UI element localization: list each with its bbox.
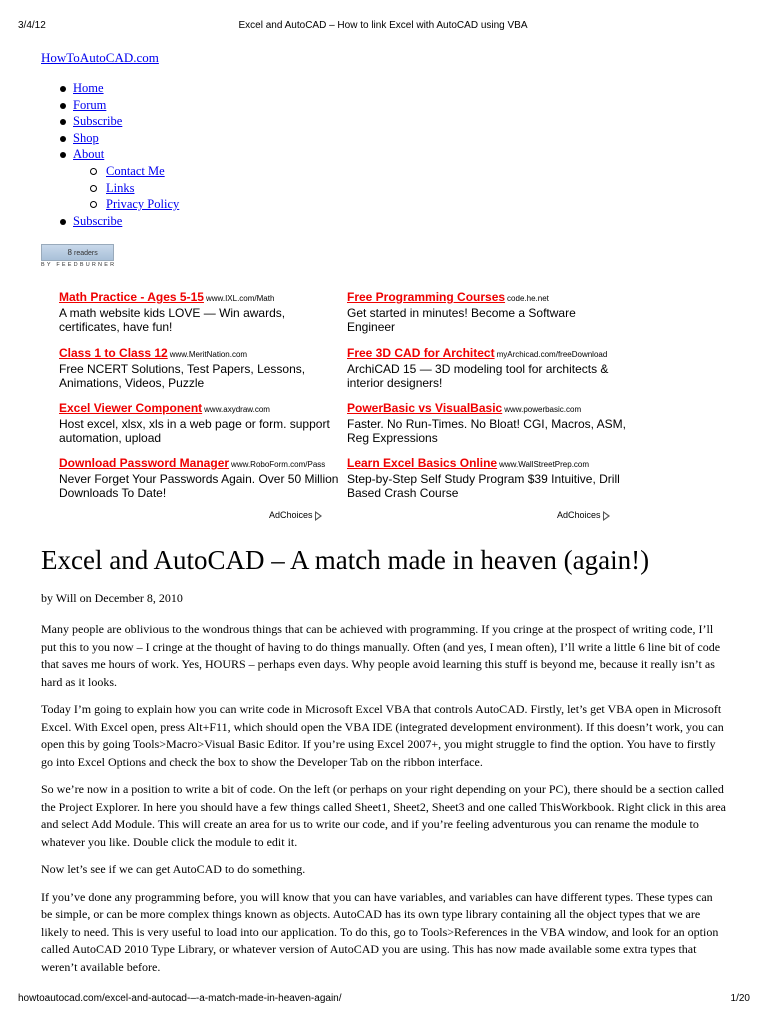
nav-link-about[interactable]: About	[73, 147, 105, 162]
ad-url[interactable]: www.MeritNation.com	[169, 350, 248, 359]
nav-link-forum[interactable]: Forum	[73, 97, 107, 112]
adchoices-left[interactable]	[269, 510, 322, 521]
ad-left-4[interactable]	[59, 456, 339, 500]
ad-right-2[interactable]	[347, 346, 627, 390]
ad-desc: A math website kids LOVE — Win awards, certificates, have fun!	[59, 306, 286, 334]
ad-desc: Step-by-Step Self Study Program $39 Intuitive, Drill Based Crash Course	[347, 472, 620, 500]
nav-link-subscribe-2[interactable]: Subscribe	[73, 213, 123, 228]
bullet-icon	[60, 86, 66, 92]
nav-link-shop[interactable]: Shop	[73, 130, 99, 145]
adchoices-icon	[603, 511, 610, 521]
nav-item-about	[41, 146, 179, 163]
ad-url[interactable]: code.he.net	[507, 294, 549, 303]
nav-item-subscribe-2	[41, 213, 179, 230]
nav-item-home	[41, 80, 179, 97]
ad-block	[59, 290, 634, 530]
article-paragraph: So we’re now in a position to write a bit of code. On the left (or perhaps on your right depending on your PC), there should be a section called the Project Explorer. In here you should have a few things called Sheet1, Sheet2, Sheet3 and one called ThisWorkbook. Right click in this area and select Add Module. This will create an area for us to write our code, and if you’re feeling adventurous you can rename the module to whatever you like. Double click the module to edit it.	[41, 782, 726, 849]
print-page-title: Excel and AutoCAD – How to link Excel with AutoCAD using VBA	[238, 20, 528, 31]
nav-link-subscribe[interactable]: Subscribe	[73, 114, 123, 129]
site-home-link[interactable]: HowToAutoCAD.com	[41, 50, 159, 65]
main-nav	[41, 80, 179, 229]
circle-bullet-icon	[90, 185, 97, 192]
ad-desc: Host excel, xlsx, xls in a web page or form. support automation, upload	[59, 417, 330, 445]
bullet-icon	[60, 152, 66, 158]
adchoices-label: AdChoices	[269, 510, 313, 520]
nav-item-shop	[41, 130, 179, 147]
feed-by-label: BY FEEDBURNER	[41, 262, 117, 268]
nav-link-privacy-policy[interactable]: Privacy Policy	[106, 197, 180, 212]
adchoices-icon	[315, 511, 322, 521]
bullet-icon	[60, 119, 66, 125]
ad-left-1[interactable]	[59, 290, 339, 334]
ad-title[interactable]: Download Password Manager	[59, 456, 230, 470]
nav-item-subscribe	[41, 113, 179, 130]
feed-label: readers	[74, 250, 98, 257]
nav-subitem-contact	[41, 163, 179, 180]
adchoices-label: AdChoices	[557, 510, 601, 520]
ad-desc: Get started in minutes! Become a Software Engineer	[347, 306, 576, 334]
print-url: howtoautocad.com/excel-and-autocad-–-a-match-made-in-heaven-again/	[18, 993, 342, 1004]
ad-title[interactable]: Learn Excel Basics Online	[347, 456, 498, 470]
feed-reader-count: 8	[67, 248, 72, 257]
ad-url[interactable]: www.IXL.com/Math	[205, 294, 275, 303]
ad-right-4[interactable]	[347, 456, 627, 500]
ad-title[interactable]: Free 3D CAD for Architect	[347, 346, 495, 360]
feedburner-badge[interactable]	[41, 244, 116, 268]
ad-desc: Faster. No Run-Times. No Bloat! CGI, Macros, ASM, Reg Expressions	[347, 417, 626, 445]
article-byline: by Will on December 8, 2010	[41, 591, 183, 605]
article-paragraph: Now let’s see if we can get AutoCAD to do something.	[41, 862, 306, 876]
nav-link-home[interactable]: Home	[73, 81, 104, 95]
article-paragraph: Today I’m going to explain how you can write code in Microsoft Excel VBA that controls AutoCAD. Firstly, let’s get VBA open in Microsoft Excel. With Excel open, press Alt+F11, which should open the VBA IDE (integrated development environment). If this doesn’t work, you can open this by going Tools>Macro>Visual Basic Editor. If you’re using Excel 2007+, you might struggle to find the option. You have to firstly go into Excel Options and check the box to show the Developer Tab on the ribbon interface.	[41, 702, 724, 769]
nav-link-links[interactable]: Links	[106, 180, 135, 195]
ad-title[interactable]: PowerBasic vs VisualBasic	[347, 401, 503, 415]
bullet-icon	[60, 136, 66, 142]
circle-bullet-icon	[90, 201, 97, 208]
bullet-icon	[60, 103, 66, 109]
feed-count-box[interactable]	[41, 244, 114, 261]
ad-right-3[interactable]	[347, 401, 627, 445]
print-footer	[18, 993, 750, 1007]
ad-title[interactable]: Excel Viewer Component	[59, 401, 203, 415]
article-paragraph: Many people are oblivious to the wondrous things that can be achieved with programming. If you cringe at the prospect of writing code, I’ll put this to you now – I cringe at the thought of having to do things manually. Often (and yes, I mean often), I’ll write a little 6 line bit of code that saves me hours of work. Yes, HOURS – perhaps even days. Why people avoid learning this stuff is beyond me, because it really isn’t as hard as it looks.	[41, 622, 721, 689]
article-body	[41, 621, 726, 986]
print-date: 3/4/12	[18, 20, 46, 31]
print-page-number: 1/20	[730, 993, 750, 1004]
adchoices-right[interactable]	[557, 510, 610, 521]
ad-url[interactable]: www.axydraw.com	[204, 405, 270, 414]
ad-title[interactable]: Math Practice - Ages 5-15	[59, 290, 204, 304]
ad-url[interactable]: www.RoboForm.com/Pass	[231, 460, 326, 469]
ad-left-2[interactable]	[59, 346, 339, 390]
ad-url[interactable]: myArchicad.com/freeDownload	[496, 350, 608, 359]
print-header	[18, 20, 748, 34]
nav-subitem-links	[41, 180, 179, 197]
ad-desc: ArchiCAD 15 — 3D modeling tool for architects & interior designers!	[347, 362, 609, 390]
ad-url[interactable]: www.WallStreetPrep.com	[499, 460, 590, 469]
bullet-icon	[60, 219, 66, 225]
ad-desc: Never Forget Your Passwords Again. Over 50 Million Downloads To Date!	[59, 472, 339, 500]
ad-title[interactable]: Class 1 to Class 12	[59, 346, 168, 360]
ad-right-1[interactable]	[347, 290, 627, 334]
article-paragraph: If you’ve done any programming before, you will know that you can have variables, and variables can have different types. These types can be simple, or can be more complex things known as objects. AutoCAD has its own type library containing all the object types that we are likely to need. This is very useful to load into our application. To do this, go to Tools>References in the VBA window, and look for an option called AutoCAD 2010 Type Library, or whatever version of AutoCAD you are using. This has now made available some extra types that weren’t available before.	[41, 889, 719, 974]
nav-link-contact-me[interactable]: Contact Me	[106, 163, 165, 178]
ad-url[interactable]: www.powerbasic.com	[504, 405, 582, 414]
nav-item-forum	[41, 97, 179, 114]
article-title: Excel and AutoCAD – A match made in heaven (again!)	[41, 545, 650, 575]
ad-left-3[interactable]	[59, 401, 339, 445]
circle-bullet-icon	[90, 168, 97, 175]
ad-title[interactable]: Free Programming Courses	[347, 290, 506, 304]
nav-subitem-privacy	[41, 196, 179, 213]
ad-desc: Free NCERT Solutions, Test Papers, Lessons, Animations, Videos, Puzzle	[59, 362, 306, 390]
